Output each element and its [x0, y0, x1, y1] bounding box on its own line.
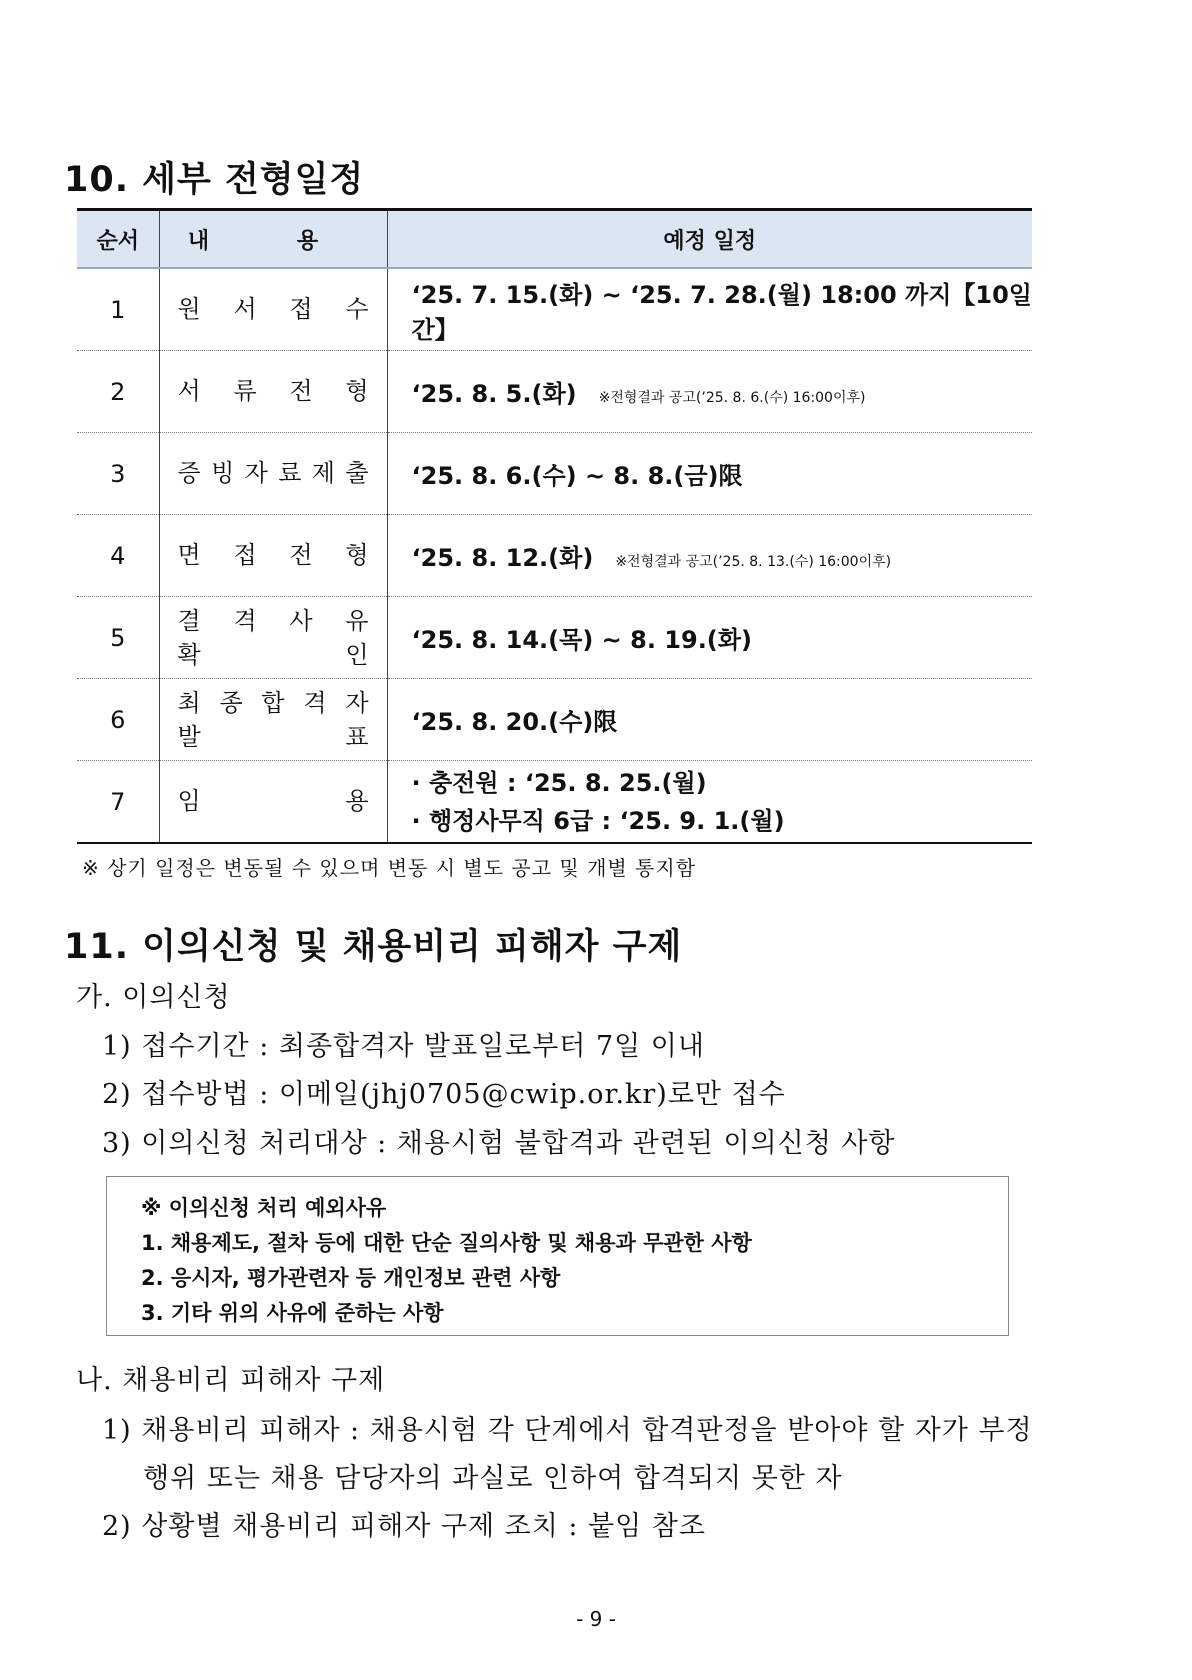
row-item-char: 표	[345, 722, 369, 751]
subsection-na-heading: 나. 채용비리 피해자 구제	[76, 1365, 386, 1396]
row-item-char: 자	[244, 459, 268, 488]
header-order: 순서	[77, 210, 159, 269]
exception-box-title: ※ 이의신청 처리 예외사유	[141, 1196, 387, 1220]
table-row	[77, 597, 1032, 679]
row-item-char: 류	[233, 377, 257, 406]
table-row	[77, 679, 1032, 761]
header-content: 내 용	[159, 210, 387, 269]
table-row	[77, 268, 1032, 351]
row-schedule	[387, 268, 1032, 351]
row-number: 1	[77, 268, 159, 351]
row-item-line	[178, 638, 369, 672]
row-item-line	[178, 459, 369, 488]
row-number: 6	[77, 679, 159, 761]
schedule-date: ‘25. 8. 5.(화)	[411, 380, 577, 408]
ga-item-2: 2) 접수방법 : 이메일(jhj0705@cwip.or.kr)로만 접수	[102, 1079, 786, 1110]
row-item-char: 종	[219, 688, 243, 717]
table-row	[77, 761, 1032, 844]
row-item-char: 빙	[211, 459, 235, 488]
row-item-char: 결	[177, 606, 201, 635]
section-10-title: 10. 세부 전형일정	[64, 160, 365, 200]
row-schedule	[387, 761, 1032, 844]
row-item-line	[178, 787, 369, 816]
row-item	[159, 515, 387, 597]
schedule-note: ※전형결과 공고(’25. 8. 13.(수) 16:00이후)	[615, 554, 892, 570]
row-item-line	[178, 686, 369, 720]
row-schedule	[387, 679, 1032, 761]
schedule-footnote: ※ 상기 일정은 변동될 수 있으며 변동 시 별도 공고 및 개별 통지함	[82, 856, 697, 880]
row-item-line	[178, 604, 369, 638]
row-item-char: 격	[233, 606, 257, 635]
na-item-1: 1) 채용비리 피해자 : 채용시험 각 단계에서 합격판정을 받아야 할 자가 부정	[102, 1415, 1033, 1446]
row-item-char: 형	[345, 377, 369, 406]
row-item	[159, 351, 387, 433]
row-schedule	[387, 515, 1032, 597]
row-item-line	[178, 295, 369, 324]
row-item-char: 발	[177, 722, 201, 751]
row-item-char: 최	[177, 688, 201, 717]
section-11-title: 11. 이의신청 및 채용비리 피해자 구제	[64, 927, 683, 967]
ga-item-1: 1) 접수기간 : 최종합격자 발표일로부터 7일 이내	[102, 1031, 705, 1062]
exception-item-1: 1. 채용제도, 절차 등에 대한 단순 질의사항 및 채용과 무관한 사항	[141, 1231, 752, 1255]
row-schedule	[387, 597, 1032, 679]
row-item-char: 원	[177, 295, 201, 324]
schedule-date: ‘25. 8. 12.(화)	[411, 544, 594, 572]
row-number: 3	[77, 433, 159, 515]
row-item-char: 서	[233, 295, 257, 324]
row-item-char: 임	[177, 787, 201, 816]
row-item-char: 용	[345, 787, 369, 816]
row-item-char: 자	[345, 688, 369, 717]
schedule-bullet: · 충전원 : ‘25. 8. 25.(월)	[411, 768, 707, 797]
row-item-line	[178, 541, 369, 570]
row-item-char: 수	[345, 295, 369, 324]
row-item	[159, 597, 387, 679]
schedule-note: ※전형결과 공고(’25. 8. 6.(수) 16:00이후)	[598, 390, 866, 406]
table-header-row	[77, 210, 1032, 269]
row-item	[159, 761, 387, 844]
ga-item-3: 3) 이의신청 처리대상 : 채용시험 불합격과 관련된 이의신청 사항	[102, 1128, 896, 1159]
schedule-date: ‘25. 8. 20.(수)限	[411, 708, 618, 736]
schedule-date: ‘25. 8. 14.(목) ~ 8. 19.(화)	[411, 626, 752, 654]
row-item-char: 사	[289, 606, 313, 635]
row-item-char: 출	[345, 459, 369, 488]
row-number: 2	[77, 351, 159, 433]
schedule-date: ‘25. 7. 15.(화) ~ ‘25. 7. 28.(월) 18:00 까지【10일간】	[411, 280, 1032, 344]
table-row	[77, 515, 1032, 597]
row-item-char: 전	[289, 377, 313, 406]
row-item-char: 접	[233, 541, 257, 570]
row-number: 5	[77, 597, 159, 679]
row-item-char: 유	[345, 606, 369, 635]
row-number: 7	[77, 761, 159, 844]
exception-item-2: 2. 응시자, 평가관련자 등 개인정보 관련 사항	[141, 1266, 561, 1290]
schedule-table	[77, 208, 1032, 844]
subsection-ga-heading: 가. 이의신청	[76, 982, 231, 1013]
row-item-char: 접	[289, 295, 313, 324]
row-item-char: 증	[177, 459, 201, 488]
row-item-char: 격	[303, 688, 327, 717]
na-item-1-continued: 행위 또는 채용 담당자의 과실로 인하여 합격되지 못한 자	[143, 1463, 843, 1494]
header-schedule: 예정 일정	[387, 210, 1032, 269]
row-item	[159, 433, 387, 515]
table-row	[77, 351, 1032, 433]
row-item-char: 료	[278, 459, 302, 488]
na-item-2: 2) 상황별 채용비리 피해자 구제 조치 : 붙임 참조	[102, 1511, 706, 1542]
row-item-line	[178, 377, 369, 406]
table-row	[77, 433, 1032, 515]
page-number: - 9 -	[576, 1607, 616, 1631]
row-item-char: 형	[345, 541, 369, 570]
row-item-char: 확	[177, 640, 201, 669]
row-item-char: 서	[177, 377, 201, 406]
row-schedule	[387, 433, 1032, 515]
schedule-date: ‘25. 8. 6.(수) ~ 8. 8.(금)限	[411, 462, 743, 490]
row-item-char: 제	[311, 459, 335, 488]
exception-item-3: 3. 기타 위의 사유에 준하는 사항	[141, 1301, 444, 1325]
schedule-bullet: · 행정사무직 6급 : ‘25. 9. 1.(월)	[411, 806, 785, 835]
row-item-char: 전	[289, 541, 313, 570]
row-item-char: 합	[261, 688, 285, 717]
row-number: 4	[77, 515, 159, 597]
row-item-char: 인	[345, 640, 369, 669]
row-item-char: 면	[177, 541, 201, 570]
row-item-line	[178, 720, 369, 754]
row-item	[159, 268, 387, 351]
row-schedule	[387, 351, 1032, 433]
row-item	[159, 679, 387, 761]
exception-box	[106, 1176, 1009, 1336]
